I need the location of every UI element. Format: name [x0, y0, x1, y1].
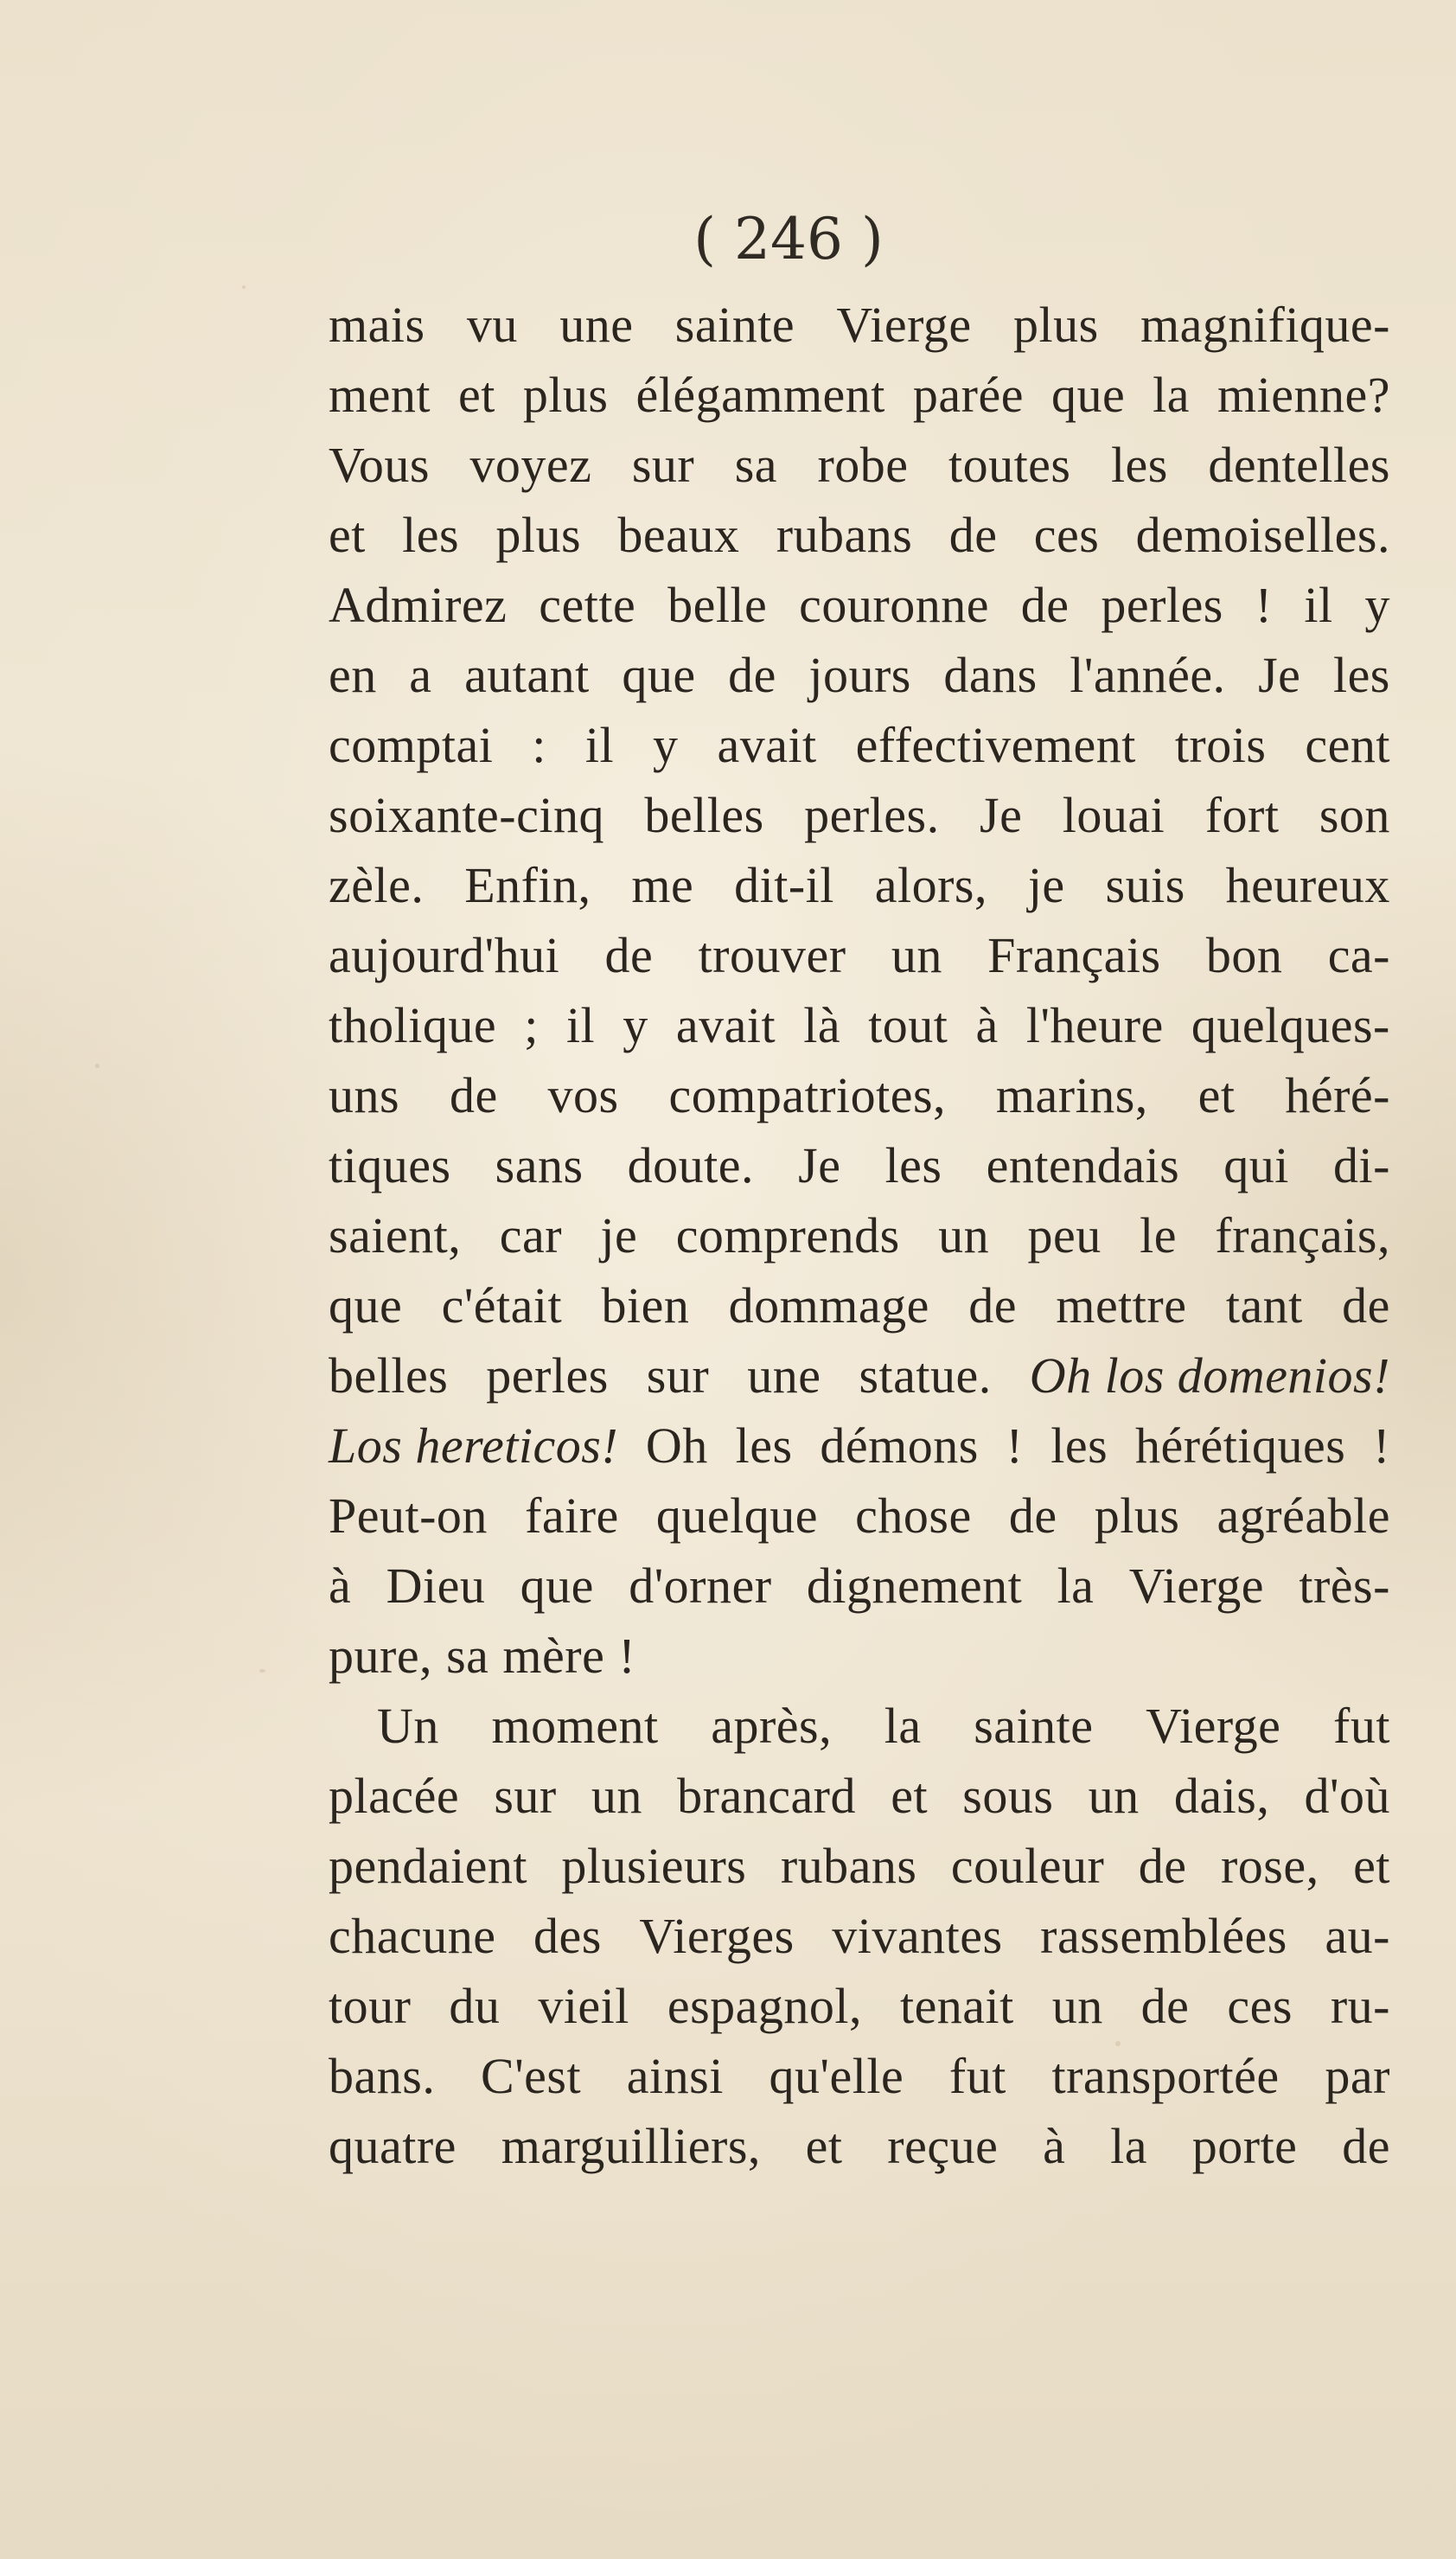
- word: Vierge: [1146, 1698, 1281, 1754]
- paper-stain: [242, 285, 246, 289]
- word: plusieurs: [561, 1838, 747, 1894]
- word: magnifique-: [1140, 297, 1390, 353]
- word: rassemblées: [1040, 1908, 1287, 1964]
- text-line: [329, 1340, 1390, 1411]
- word: c'était: [441, 1277, 563, 1334]
- word: pure,: [329, 1628, 433, 1684]
- word: fort: [1204, 787, 1280, 843]
- word: C'est: [481, 2048, 582, 2104]
- word: au-: [1325, 1908, 1390, 1964]
- word: que: [1050, 367, 1126, 423]
- word: rose,: [1220, 1838, 1319, 1894]
- text-line: [329, 1901, 1390, 1971]
- text-line: [329, 1270, 1390, 1340]
- word: ces: [1227, 1978, 1293, 2034]
- word: y: [1364, 577, 1390, 633]
- word: là: [803, 997, 841, 1053]
- word: les: [1332, 647, 1390, 703]
- word: rubans: [780, 1838, 917, 1894]
- word: le: [1140, 1207, 1178, 1264]
- word: effectivement: [855, 717, 1136, 773]
- word: !: [1373, 1417, 1390, 1474]
- word: les: [884, 1137, 942, 1193]
- word: perles.: [804, 787, 940, 843]
- word: une: [559, 297, 634, 353]
- page-number: ( 246 ): [693, 206, 884, 272]
- word: de: [968, 1277, 1017, 1334]
- word: par: [1325, 2048, 1390, 2104]
- word: qu'elle: [769, 2048, 904, 2104]
- word: belles: [329, 1347, 449, 1404]
- word: démons: [820, 1417, 979, 1474]
- word: Je: [1258, 647, 1301, 703]
- text-line: [329, 360, 1390, 430]
- word: Dieu: [386, 1558, 486, 1614]
- word: plus: [1094, 1487, 1180, 1544]
- word: !: [1006, 1417, 1024, 1474]
- word: zèle.: [329, 857, 425, 913]
- word: voyez: [469, 437, 592, 493]
- word: tenait: [899, 1978, 1014, 2034]
- word: de: [1020, 577, 1070, 633]
- word: brancard: [677, 1768, 856, 1824]
- word: de: [948, 507, 998, 563]
- word: porte: [1191, 2118, 1298, 2174]
- text-line: [329, 850, 1390, 920]
- word: je: [600, 1207, 638, 1264]
- word: beaux: [617, 507, 740, 563]
- word: Vous: [329, 437, 430, 493]
- word: mais: [329, 297, 425, 353]
- word: saient,: [329, 1207, 462, 1264]
- word: toutes: [948, 437, 1071, 493]
- word: Oh los domenios!: [1029, 1347, 1390, 1404]
- word: les: [735, 1417, 793, 1474]
- word: Vierge: [1128, 1558, 1265, 1614]
- text-line: [329, 2111, 1390, 2181]
- word: après,: [711, 1698, 833, 1754]
- word: quelque: [655, 1487, 819, 1544]
- word: car: [499, 1207, 563, 1264]
- word: comprends: [675, 1207, 900, 1264]
- text-line: [329, 500, 1390, 570]
- word: pendaient: [329, 1838, 527, 1894]
- word: cette: [539, 577, 636, 633]
- text-line: [329, 1691, 1390, 1761]
- word: couleur: [950, 1838, 1105, 1894]
- word: aujourd'hui: [329, 927, 560, 983]
- word: avait: [675, 997, 776, 1053]
- word: un: [1051, 1978, 1103, 2034]
- word: élégamment: [635, 367, 885, 423]
- word: que: [520, 1558, 594, 1614]
- word: de: [1008, 1487, 1057, 1544]
- word: qui: [1223, 1137, 1289, 1193]
- word: marguilliers,: [501, 2118, 761, 2174]
- word: perles: [1101, 577, 1223, 633]
- word: heureux: [1225, 857, 1390, 913]
- word: bon: [1205, 927, 1283, 983]
- word: belles: [644, 787, 764, 843]
- word: demoiselles.: [1135, 507, 1390, 563]
- word: rubans: [776, 507, 913, 563]
- word: plus: [522, 367, 609, 423]
- word: placée: [329, 1768, 460, 1824]
- word: les: [402, 507, 460, 563]
- paper-stain: [259, 1669, 265, 1673]
- word: vivantes: [832, 1908, 1003, 1964]
- word: sainte: [674, 297, 795, 353]
- word: quatre: [329, 2118, 457, 2174]
- word: vieil: [538, 1978, 629, 2034]
- word: tout: [868, 997, 948, 1053]
- word: un: [891, 927, 942, 983]
- text-line: [329, 1621, 1390, 1691]
- text-line: [329, 1200, 1390, 1270]
- word: Je: [980, 787, 1023, 843]
- text-line: [329, 1831, 1390, 1901]
- word: l'année.: [1070, 647, 1226, 703]
- text-line: [329, 2041, 1390, 2111]
- word: Vierge: [836, 297, 972, 353]
- word: d'où: [1304, 1768, 1390, 1824]
- word: jours: [808, 647, 911, 703]
- word: vu: [466, 297, 518, 353]
- word: sur: [494, 1768, 557, 1824]
- word: espagnol,: [667, 1978, 863, 2034]
- word: suis: [1105, 857, 1185, 913]
- word: des: [533, 1908, 602, 1964]
- text-line: [329, 780, 1390, 850]
- word: plus: [495, 507, 582, 563]
- word: peu: [1027, 1207, 1102, 1264]
- word: de: [604, 927, 654, 983]
- word: dignement: [806, 1558, 1023, 1614]
- word: et: [805, 2118, 843, 2174]
- word: agréable: [1217, 1487, 1390, 1544]
- text-line: [329, 1060, 1390, 1130]
- word: ru-: [1330, 1978, 1390, 2034]
- word: vos: [547, 1067, 619, 1123]
- word: sur: [631, 437, 695, 493]
- word: y: [623, 997, 648, 1053]
- word: les: [1050, 1417, 1108, 1474]
- word: mère: [502, 1628, 605, 1684]
- word: en: [329, 647, 377, 703]
- word: français,: [1215, 1207, 1390, 1264]
- word: Français: [987, 927, 1161, 983]
- text-line: [329, 990, 1390, 1060]
- text-line: [329, 920, 1390, 990]
- text-line: [329, 1481, 1390, 1551]
- word: ment: [329, 367, 431, 423]
- word: ainsi: [626, 2048, 724, 2104]
- word: la: [1057, 1558, 1095, 1614]
- word: transportée: [1051, 2048, 1280, 2104]
- word: me: [631, 857, 694, 913]
- word: ;: [524, 997, 539, 1053]
- word: de: [728, 647, 776, 703]
- word: de: [1140, 1978, 1190, 2034]
- word: alors,: [874, 857, 987, 913]
- word: Oh: [645, 1417, 708, 1474]
- word: fut: [1333, 1698, 1390, 1754]
- word: et: [457, 367, 495, 423]
- word: tour: [329, 1978, 412, 2034]
- word: héré-: [1285, 1067, 1390, 1123]
- word: dommage: [728, 1277, 929, 1334]
- word: et: [1353, 1838, 1390, 1894]
- paper-stain: [95, 1064, 99, 1068]
- word: trouver: [698, 927, 846, 983]
- body-text: [329, 290, 1390, 2181]
- word: tant: [1225, 1277, 1303, 1334]
- word: du: [449, 1978, 501, 2034]
- word: sur: [646, 1347, 710, 1404]
- text-line: [329, 570, 1390, 640]
- word: son: [1319, 787, 1390, 843]
- word: reçue: [887, 2118, 999, 2174]
- word: faire: [525, 1487, 619, 1544]
- word: dais,: [1173, 1768, 1270, 1824]
- text-line: [329, 430, 1390, 500]
- word: compatriotes,: [668, 1067, 947, 1123]
- word: marins,: [995, 1067, 1148, 1123]
- word: di-: [1332, 1137, 1390, 1193]
- word: hérétiques: [1135, 1417, 1346, 1474]
- word: trois: [1174, 717, 1267, 773]
- word: soixante-cinq: [329, 787, 604, 843]
- word: Enfin,: [464, 857, 591, 913]
- word: Peut-on: [329, 1487, 488, 1544]
- word: que: [622, 647, 696, 703]
- word: doute.: [627, 1137, 755, 1193]
- word: que: [329, 1277, 403, 1334]
- word: moment: [491, 1698, 659, 1754]
- word: bans.: [329, 2048, 436, 2104]
- word: avait: [717, 717, 817, 773]
- word: statue.: [859, 1347, 992, 1404]
- word: d'orner: [629, 1558, 772, 1614]
- text-line: [329, 1130, 1390, 1200]
- word: la: [1153, 367, 1191, 423]
- word: sans: [495, 1137, 584, 1193]
- word: il: [565, 997, 596, 1053]
- word: un: [591, 1768, 642, 1824]
- text-line: [329, 1761, 1390, 1831]
- text-line: [329, 1551, 1390, 1621]
- word: cent: [1305, 717, 1390, 773]
- word: je: [1027, 857, 1065, 913]
- word: quelques-: [1191, 997, 1390, 1053]
- word: Je: [798, 1137, 841, 1193]
- word: fut: [948, 2048, 1006, 2104]
- word: dans: [943, 647, 1038, 703]
- word: très-: [1299, 1558, 1390, 1614]
- word: de: [1138, 1838, 1187, 1894]
- word: sa: [446, 1628, 489, 1684]
- word: !: [1255, 577, 1273, 633]
- text-line: [329, 1411, 1390, 1481]
- word: de: [1342, 2118, 1390, 2174]
- text-line: [329, 290, 1390, 360]
- word: à: [975, 997, 999, 1053]
- word: mettre: [1056, 1277, 1187, 1334]
- word: sous: [962, 1768, 1054, 1824]
- word: un: [1088, 1768, 1140, 1824]
- word: sa: [734, 437, 778, 493]
- word: il: [1304, 577, 1333, 633]
- word: et: [1197, 1067, 1236, 1123]
- word: dentelles: [1208, 437, 1390, 493]
- word: belle: [667, 577, 768, 633]
- word: un: [938, 1207, 990, 1264]
- word: Vierges: [639, 1908, 795, 1964]
- word: :: [532, 717, 546, 773]
- word: la: [1110, 2118, 1147, 2174]
- word: chacune: [329, 1908, 496, 1964]
- word: il: [584, 717, 615, 773]
- word: de: [1342, 1277, 1390, 1334]
- word: la: [884, 1698, 922, 1754]
- word: Un: [377, 1698, 439, 1754]
- word: parée: [912, 367, 1024, 423]
- word: une: [747, 1347, 821, 1404]
- word: perles: [486, 1347, 609, 1404]
- word: !: [618, 1628, 636, 1684]
- word: plus: [1013, 297, 1099, 353]
- word: tiques: [329, 1137, 451, 1193]
- word: les: [1110, 437, 1168, 493]
- word: uns: [329, 1067, 400, 1123]
- text-line: [329, 1971, 1390, 2041]
- word: couronne: [799, 577, 989, 633]
- word: louai: [1062, 787, 1165, 843]
- word: ces: [1033, 507, 1100, 563]
- word: comptai: [329, 717, 494, 773]
- word: bien: [601, 1277, 690, 1334]
- text-line: [329, 710, 1390, 780]
- text-line: [329, 640, 1390, 710]
- word: l'heure: [1025, 997, 1164, 1053]
- word: à: [329, 1558, 352, 1614]
- word: de: [449, 1067, 498, 1123]
- word: robe: [817, 437, 909, 493]
- word: autant: [464, 647, 590, 703]
- word: sainte: [974, 1698, 1094, 1754]
- word: dit-il: [734, 857, 834, 913]
- word: et: [329, 507, 366, 563]
- word: tholique: [329, 997, 497, 1053]
- word: a: [409, 647, 432, 703]
- word: Admirez: [329, 577, 508, 633]
- word: et: [891, 1768, 929, 1824]
- word: ca-: [1327, 927, 1390, 983]
- word: Los hereticos!: [329, 1417, 619, 1474]
- word: entendais: [986, 1137, 1180, 1193]
- word: chose: [855, 1487, 972, 1544]
- word: y: [653, 717, 679, 773]
- word: à: [1043, 2118, 1066, 2174]
- word: mienne?: [1217, 367, 1390, 423]
